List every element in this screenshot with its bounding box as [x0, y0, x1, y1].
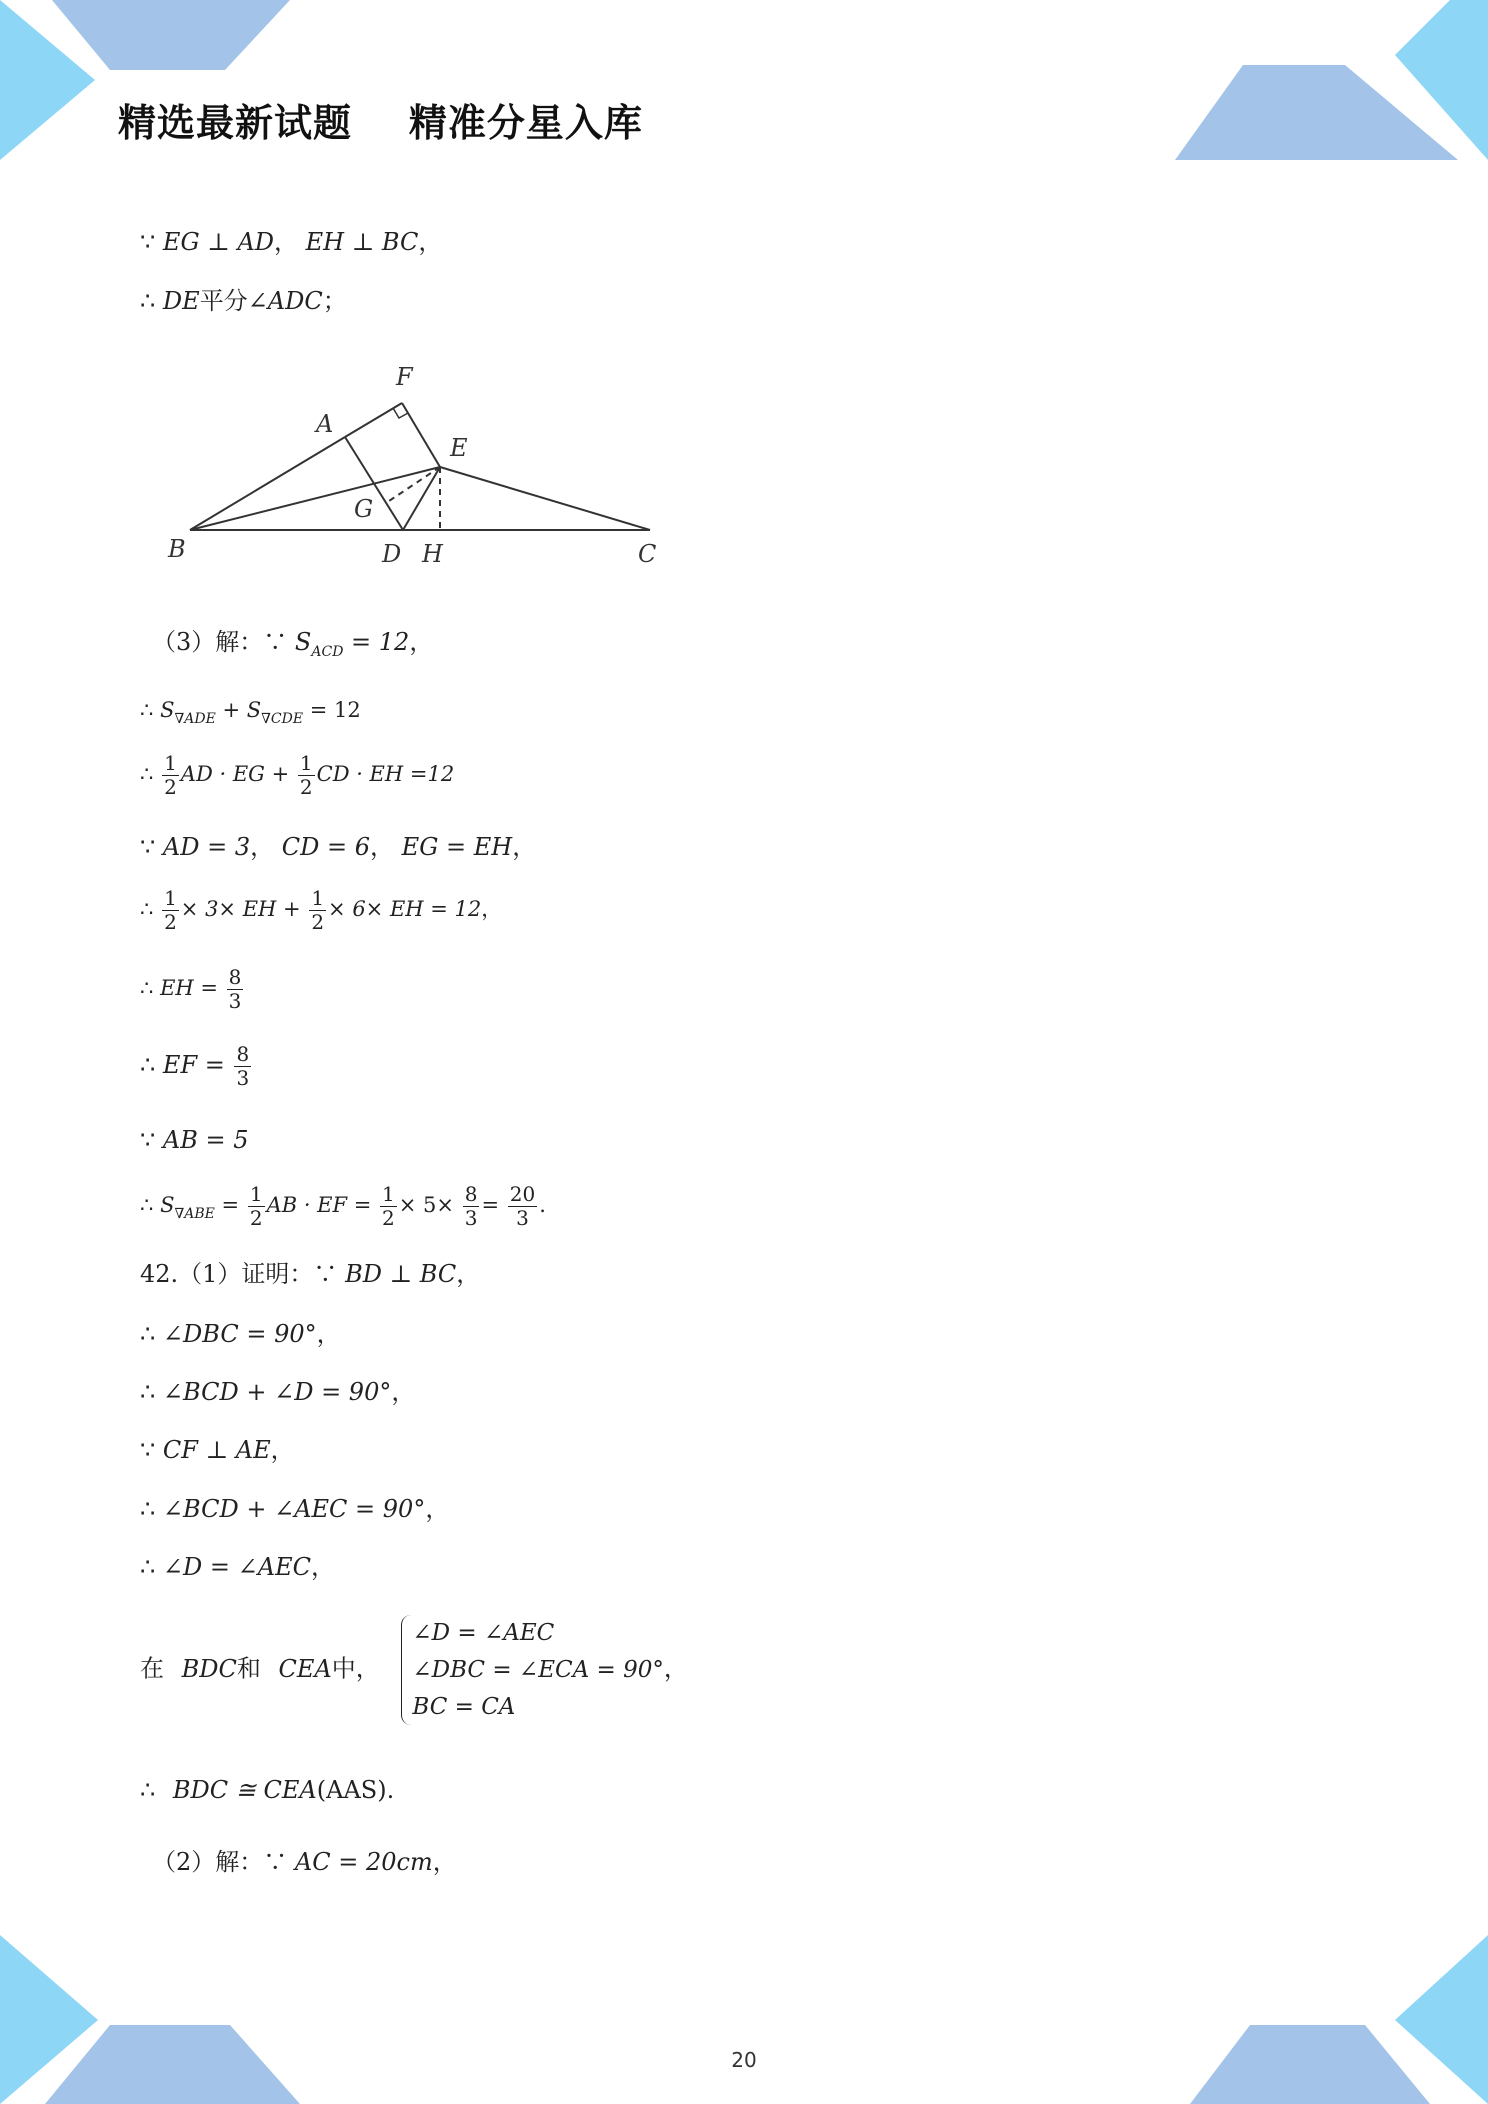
numerator: 1: [164, 886, 177, 910]
denominator: 2: [382, 1206, 395, 1230]
math-expr: EH =: [160, 976, 218, 1000]
equation-row: ∠D = ∠AEC: [412, 1620, 555, 1646]
page-header-title: 精选最新试题 精准分星入库: [118, 101, 643, 145]
denominator: 3: [516, 1206, 529, 1230]
triangle-name: CEA: [278, 1654, 332, 1683]
proof-line: [140, 887, 502, 934]
subscript: ∇ADE: [174, 711, 216, 727]
proof-line: [140, 289, 347, 313]
math-expr: ∠BCD + ∠AEC = 90°: [162, 1495, 426, 1523]
subscript: ∇ABE: [174, 1206, 215, 1222]
label-b: B: [168, 535, 186, 563]
label-g: G: [354, 495, 374, 523]
denominator: 2: [164, 910, 177, 934]
punct: ，: [250, 833, 275, 861]
punct: ，: [512, 833, 537, 861]
proof-line: [140, 1322, 341, 1346]
because-symbol: ∵: [140, 1436, 156, 1464]
therefore-symbol: ∴: [140, 976, 154, 1000]
math-expr: ∠ADC: [247, 287, 323, 315]
denominator: 2: [164, 775, 177, 799]
punct: ，: [391, 1378, 416, 1406]
fraction: [380, 1183, 397, 1230]
numerator: 8: [236, 1042, 250, 1066]
therefore-symbol: ∴: [140, 287, 156, 315]
numerator: 8: [228, 965, 242, 989]
proof-line-system: [140, 1615, 688, 1725]
corner-trapezoid-top-left: [52, 0, 290, 70]
text: 中，: [331, 1654, 380, 1683]
label-c: C: [638, 540, 657, 568]
denominator: 3: [464, 1206, 478, 1230]
proof-line: [140, 752, 454, 799]
text: 平分: [199, 287, 248, 315]
math-expr: ∠D = ∠AEC: [162, 1553, 311, 1581]
equation-row: BC = CA: [412, 1693, 516, 1720]
label-f: F: [396, 363, 413, 391]
numerator: 1: [299, 751, 313, 775]
punct: ；: [322, 287, 347, 315]
segment-ba: [190, 437, 345, 530]
text: 在: [140, 1654, 164, 1683]
math-expr: CF ⊥ AE: [162, 1436, 271, 1464]
proof-line: [140, 1438, 295, 1462]
proof-line: [140, 1043, 253, 1090]
math-expr: BDC ≅ CEA: [172, 1776, 317, 1804]
proof-line: [140, 1497, 449, 1521]
label-a: A: [316, 410, 334, 438]
because-symbol: ∵: [140, 833, 156, 861]
label-d: D: [382, 540, 402, 568]
math-expr: S: [160, 698, 175, 722]
because-symbol: ∵: [140, 1126, 156, 1154]
punct: .: [386, 1776, 395, 1804]
corner-trapezoid-top-right: [1175, 65, 1458, 160]
equation-rows: [401, 1615, 663, 1725]
math-expr: AB = 5: [162, 1126, 249, 1154]
math-expr: BD ⊥ BC: [345, 1260, 457, 1288]
proof-line: [152, 630, 433, 659]
proof-line: [140, 1555, 335, 1579]
math-expr: AD = 3: [162, 833, 251, 861]
fraction: [162, 752, 179, 799]
math-expr: S: [294, 628, 312, 656]
solution-label: （3）解：∵: [152, 628, 288, 656]
fraction: [248, 1183, 265, 1230]
math-expr: AB · EF =: [266, 1193, 372, 1217]
therefore-symbol: ∴: [140, 1378, 156, 1406]
math-expr: S: [160, 1193, 175, 1217]
subscript: ACD: [311, 644, 344, 660]
punct: ，: [310, 1553, 335, 1581]
fraction: [227, 966, 244, 1013]
proof-line: [140, 1380, 415, 1404]
math-expr: CD = 6: [281, 833, 371, 861]
proof-line: [140, 1262, 480, 1286]
therefore-symbol: ∴: [140, 1495, 156, 1523]
fraction: [234, 1043, 251, 1090]
proof-line: [140, 1183, 546, 1230]
segment-eg-dashed: [386, 467, 440, 503]
numerator: 1: [164, 751, 177, 775]
math-expr: = 12: [343, 628, 410, 656]
fraction: [508, 1183, 537, 1230]
math-expr: ∠DBC = 90°: [162, 1320, 317, 1348]
punct: ，: [663, 1654, 688, 1683]
punct: ，: [370, 833, 395, 861]
math-expr: =: [214, 1193, 240, 1217]
proof-line: [140, 1128, 249, 1152]
proof-line: [152, 1850, 457, 1874]
fraction: [298, 752, 315, 799]
math-expr: DE: [162, 287, 200, 315]
fraction: [463, 1183, 480, 1230]
label-h: H: [422, 540, 443, 568]
page-number: 20: [731, 2048, 757, 2072]
proof-line: [140, 835, 536, 859]
text: 和: [236, 1654, 261, 1683]
punct: ，: [481, 897, 503, 921]
proof-line: [140, 700, 361, 726]
segment-ec: [440, 467, 650, 530]
fraction: [162, 887, 179, 934]
math-expr: × 6× EH = 12: [328, 897, 482, 921]
equation-system: [401, 1615, 663, 1725]
equation-row: ∠DBC = ∠ECA = 90°: [412, 1656, 664, 1683]
therefore-symbol: ∴: [140, 698, 154, 722]
segment-be: [190, 467, 440, 530]
triangle-name: BDC: [181, 1654, 237, 1683]
punct: ，: [409, 628, 434, 656]
proof-line: [140, 1778, 394, 1802]
math-expr: ∠BCD + ∠D = 90°: [162, 1378, 392, 1406]
solution-label: （2）解：∵: [152, 1848, 288, 1876]
denominator: 2: [311, 910, 325, 934]
numerator: 1: [249, 1182, 263, 1206]
therefore-symbol: ∴: [140, 1320, 156, 1348]
math-expr: = 12: [303, 698, 361, 722]
math-expr: (AAS): [316, 1776, 387, 1804]
punct: ，: [418, 228, 443, 256]
math-expr: × 3× EH +: [180, 897, 301, 921]
math-expr: =: [481, 1193, 500, 1217]
therefore-symbol: ∴: [140, 1776, 156, 1804]
numerator: 8: [464, 1182, 478, 1206]
denominator: 3: [228, 989, 242, 1013]
math-expr: CD · EH =12: [316, 762, 455, 786]
numerator: 1: [311, 886, 325, 910]
proof-line: [140, 966, 245, 1013]
math-expr: S: [246, 698, 262, 722]
label-e: E: [450, 434, 468, 462]
math-expr: EG ⊥ AD: [162, 228, 275, 256]
proof-line: [140, 230, 442, 254]
punct: ，: [432, 1848, 457, 1876]
punct: .: [539, 1193, 546, 1217]
denominator: 3: [236, 1066, 250, 1090]
math-expr: EG = EH: [401, 833, 513, 861]
therefore-symbol: ∴: [140, 1553, 156, 1581]
math-expr: EF =: [162, 1051, 225, 1079]
therefore-symbol: ∴: [140, 1193, 154, 1217]
punct: ，: [456, 1260, 481, 1288]
segment-de: [403, 467, 440, 530]
math-expr: EH ⊥ BC: [305, 228, 419, 256]
punct: ，: [270, 1436, 295, 1464]
geometry-figure: [160, 355, 680, 575]
numerator: 20: [509, 1182, 536, 1206]
math-expr: × 5×: [398, 1193, 455, 1217]
punct: ，: [274, 228, 299, 256]
fraction: [309, 887, 326, 934]
therefore-symbol: ∴: [140, 1051, 156, 1079]
punct: ，: [425, 1495, 450, 1523]
punct: ，: [316, 1320, 341, 1348]
math-expr: AD · EG +: [180, 762, 290, 786]
numerator: 1: [382, 1182, 395, 1206]
therefore-symbol: ∴: [140, 897, 154, 921]
therefore-symbol: ∴: [140, 762, 154, 786]
denominator: 2: [299, 775, 313, 799]
question-label: 42.（1）证明：∵: [140, 1260, 338, 1288]
math-expr: AC = 20cm: [294, 1848, 433, 1876]
because-symbol: ∵: [140, 228, 156, 256]
math-expr: +: [215, 698, 247, 722]
denominator: 2: [249, 1206, 263, 1230]
subscript: ∇CDE: [261, 711, 304, 727]
